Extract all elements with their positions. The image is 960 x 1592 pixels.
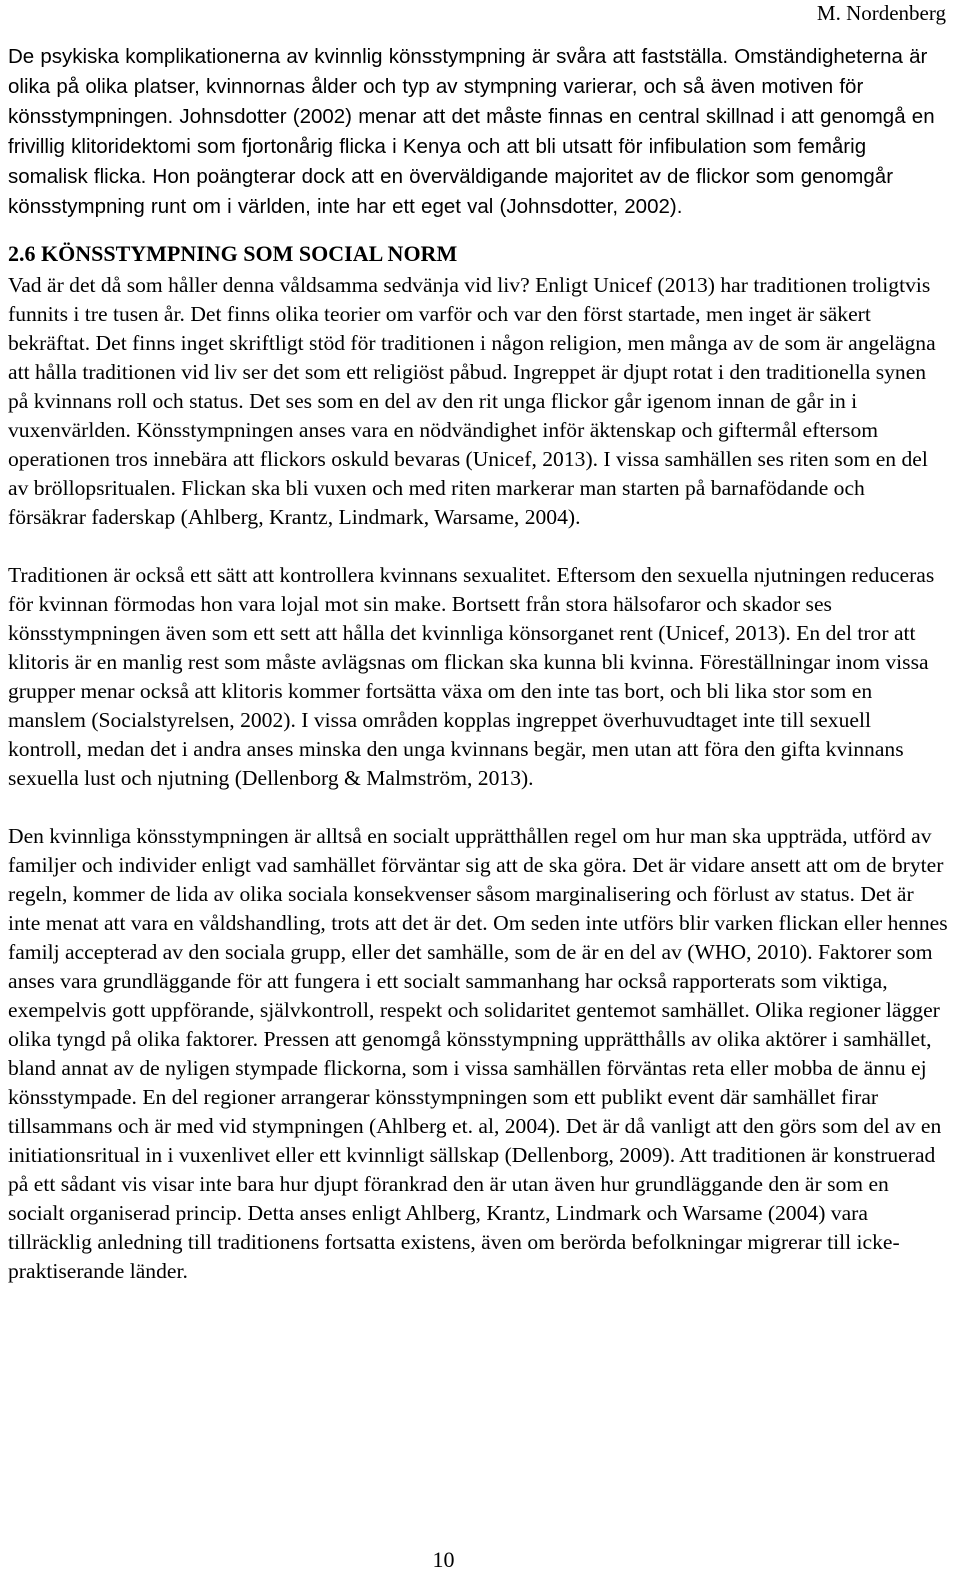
running-head-author: M. Nordenberg [816, 1, 946, 25]
intro-paragraph: De psykiska komplikationerna av kvinnlig könsstympning är svåra att fastställa. Omständigheterna är olika på olika platser, kvinnornas ålder och typ av stympning varierar, och så även motiven för könsstympningen. Johnsdotter (2002) menar att det måste finnas en central skillnad i att genomgå en frivillig klitoridektomi som fjortonårig flicka i Kenya och att bli utsatt för infibulation som femårig somalisk flicka. Hon poängterar dock att en överväldigande majoritet av de flickor som genomgår könsstympning runt om i världen, inte har ett eget val (Johnsdotter, 2002). [8, 45, 935, 218]
page-body [8, 42, 948, 1286]
page-number: 10 [432, 1547, 455, 1572]
paragraph-spacer [8, 532, 948, 561]
paragraph-spacer [8, 793, 948, 822]
body-paragraph-3: Den kvinnliga könsstympningen är alltså en socialt upprätthållen regel om hur man ska uppträda, utförd av familjer och individer enligt vad samhället förväntar sig att de ska göra. Det är vidare ansett att om de bryter regeln, kommer de lida av olika sociala konsekvenser såsom marginalisering och förlust av status. Det är inte menat att vara en våldshandling, trots att det är det. Om seden inte utförs blir varken flickan eller hennes familj accepterad av den sociala grupp, eller det samhälle, som de är en del av (WHO, 2010). Faktorer som anses vara grundläggande för att fungera i ett socialt sammanhang har också rapporterats som viktiga, exempelvis gott uppförande, självkontroll, respekt och solidaritet gentemot samhället. Olika regioner lägger olika tyngd på olika faktorer. Pressen att genomgå könsstympning upprätthålls av olika aktörer i samhället, bland annat av de nyligen stympade flickorna, som i vissa samhällen förväntas reta eller mobba de ännu ej könsstympade. En del regioner arrangerar könsstympningen som ett publikt event där samhället firar tillsammans och är med vid stympningen (Ahlberg et. al, 2004). Det är då vanligt att den görs som del av en initiationsritual in i vuxenlivet eller ett kvinnligt sällskap (Dellenborg, 2009). Att traditionen är konstruerad på ett sådant vis visar inte bara hur djupt förankrad den är utan även hur grundläggande den är som en socialt organiserad princip. Detta anses enligt Ahlberg, Krantz, Lindmark och Warsame (2004) vara tillräcklig anledning till traditionens fortsatta existens, även om berörda befolkningar migrerar till icke-praktiserande länder. [8, 824, 948, 1283]
body-paragraph-1: Vad är det då som håller denna våldsamma sedvänja vid liv? Enligt Unicef (2013) har traditionen troligtvis funnits i tre tusen år. Det finns olika teorier om varför och var den först startade, men inget är säkert bekräftat. Det finns inget skriftligt stöd för traditionen i någon religion, men många av de som är angelägna att hålla traditionen vid liv ser det som ett religiöst påbud. Ingreppet är djupt rotat i den traditionella synen på kvinnans roll och status. Det ses som en del av den rit unga flickor går igenom innan de går in i vuxenvärlden. Könsstympningen anses vara en nödvändighet inför äktenskap och giftermål eftersom operationen tros innebära att flickors oskuld bevaras (Unicef, 2013). I vissa samhällen ses riten som en del av bröllopsritualen. Flickan ska bli vuxen och med riten markerar man starten på barnafödande och försäkrar faderskap (Ahlberg, Krantz, Lindmark, Warsame, 2004). [8, 273, 936, 529]
body-paragraph-2: Traditionen är också ett sätt att kontrollera kvinnans sexualitet. Eftersom den sexuella njutningen reduceras för kvinnan förmodas hon vara lojal mot sin make. Bortsett från stora hälsofaror och skador ses könsstympningen även som ett sett att hålla det kvinnliga könsorganet rent (Unicef, 2013). En del tror att klitoris är en manlig rest som måste avlägsnas om flickan ska kunna bli kvinna. Föreställningar inom vissa grupper menar också att klitoris kommer fortsätta växa om den inte tas bort, och bli lika stor som en manslem (Socialstyrelsen, 2002). I vissa områden kopplas ingreppet överhuvudtaget inte till sexuell kontroll, medan det i andra anses minska den unga kvinnans begär, men utan att föra den gifta kvinnans sexuella lust och njutning (Dellenborg & Malmström, 2013). [8, 563, 935, 790]
section-heading: 2.6 KÖNSSTYMPNING SOM SOCIAL NORM [8, 241, 458, 266]
